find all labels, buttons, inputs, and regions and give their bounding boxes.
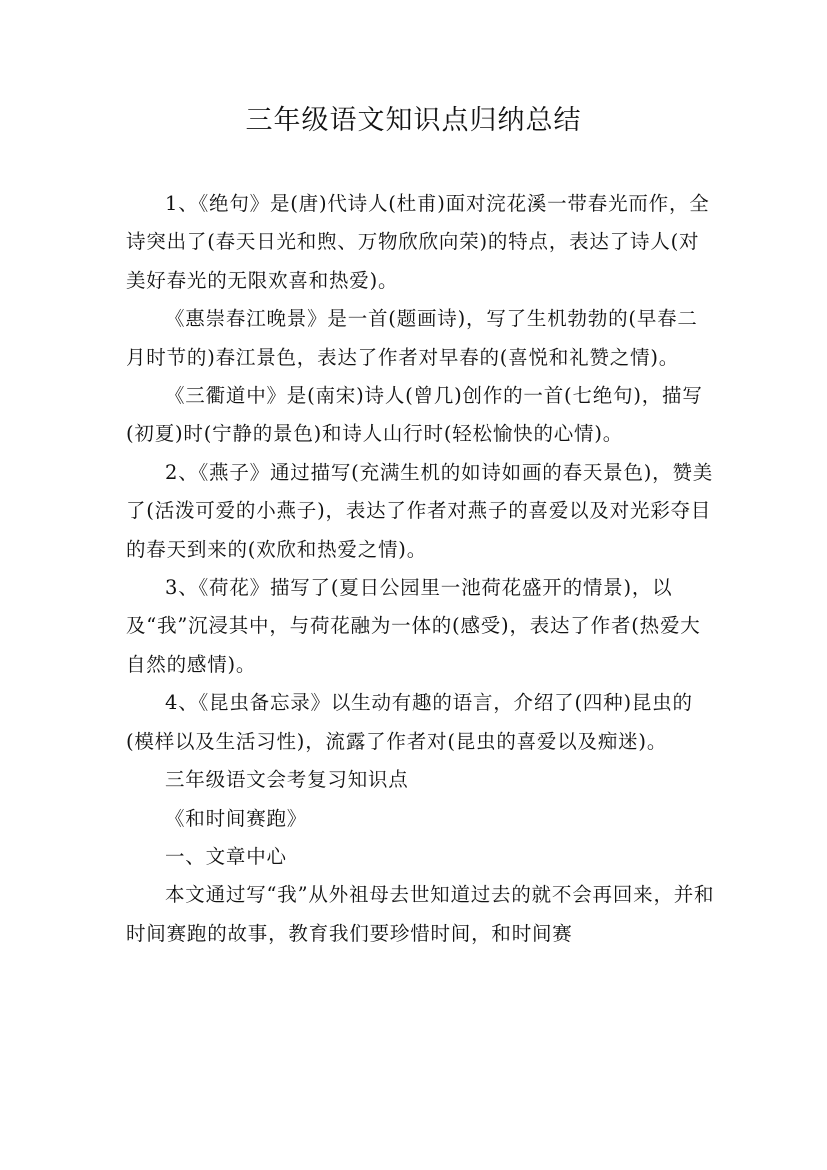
subsection-heading: 一、文章中心 — [165, 844, 287, 868]
paragraph-kunchong: 4、《昆虫备忘录》以生动有趣的语言，介绍了(四种)昆虫的(模样以及生活习性)，流露了作者对(昆虫的喜爱以及痴迷)。 — [126, 691, 693, 753]
paragraph-yanzi: 2、《燕子》通过描写(充满生机的如诗如画的春天景色)，赞美了(活泼可爱的小燕子)，表达了作者对燕子的喜爱以及对光彩夺目的春天到来的(欢欣和热爱之情)。 — [126, 460, 714, 561]
paragraph-summary: 本文通过写“我”从外祖母去世知道过去的就不会再回来，并和时间赛跑的故事，教育我们要珍惜时间，和时间赛 — [126, 883, 715, 945]
paragraph-huichong: 《惠崇春江晚景》是一首(题画诗)，写了生机勃勃的(早春二月时节的)春江景色，表达了作者对早春的(喜悦和礼赞之情)。 — [126, 307, 698, 369]
paragraph-sanqu: 《三衢道中》是(南宋)诗人(曾几)创作的一首(七绝句)，描写(初夏)时(宁静的景色)和诗人山行时(轻松愉快的心情)。 — [126, 384, 703, 446]
paragraph-jueju: 1、《绝句》是(唐)代诗人(杜甫)面对浣花溪一带春光而作，全诗突出了(春天日光和煦、万物欣欣向荣)的特点，表达了诗人(对美好春光的无限欢喜和热爱)。 — [126, 192, 710, 292]
document-title: 三年级语文知识点归纳总结 — [245, 105, 582, 136]
section-heading-review: 三年级语文会考复习知识点 — [165, 768, 409, 792]
paragraph-hehua: 3、《荷花》描写了(夏日公园里一池荷花盛开的情景)，以及“我”沉浸其中，与荷花融为一体的(感受)，表达了作者(热爱大自然的感情)。 — [126, 576, 701, 676]
document-body — [126, 185, 716, 953]
lesson-title: 《和时间赛跑》 — [165, 806, 308, 830]
